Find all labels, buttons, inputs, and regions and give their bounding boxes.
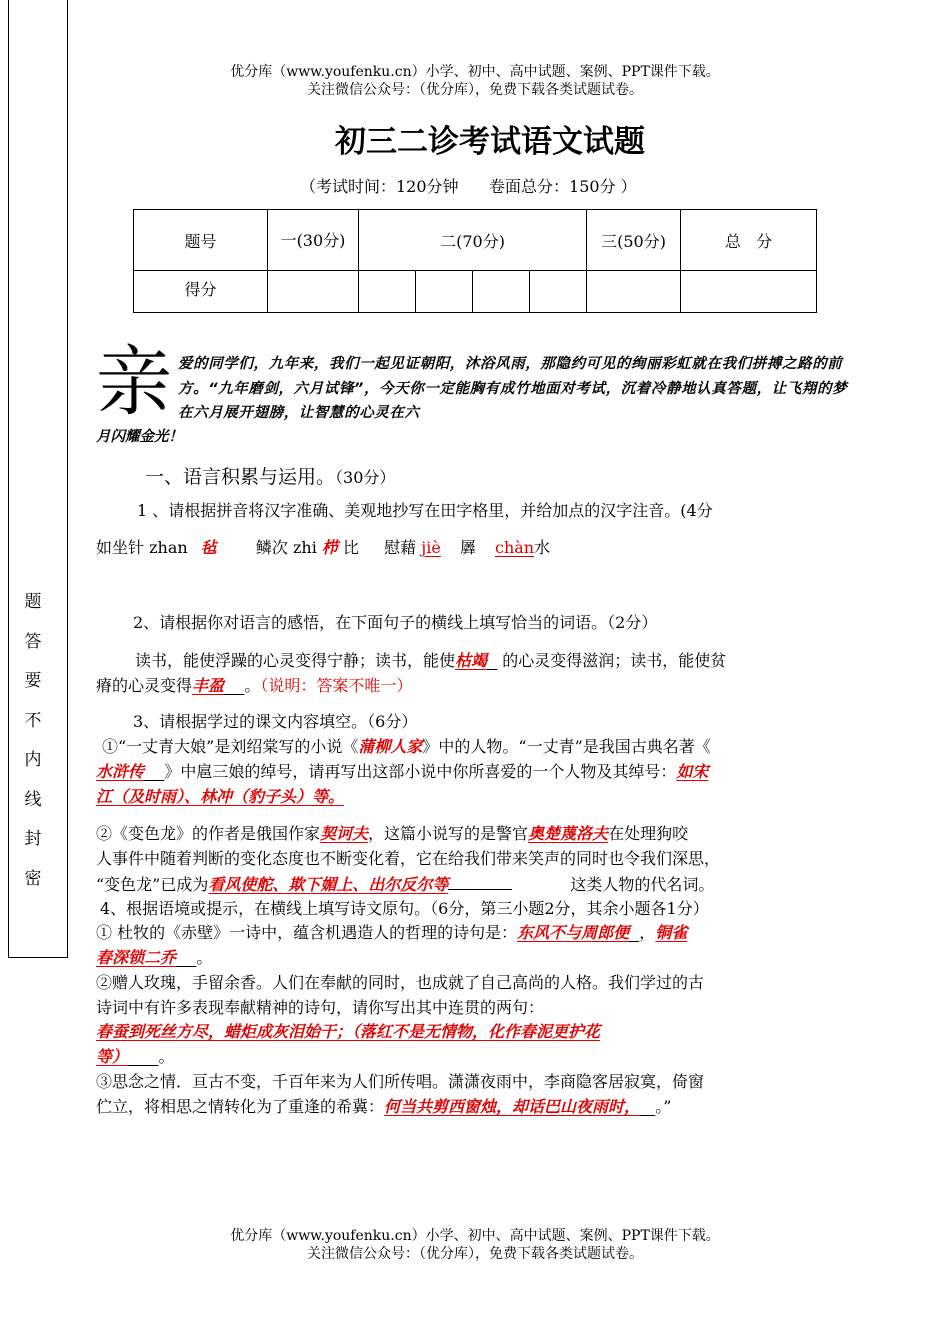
q4-l1-text: ① 杜牧的《赤壁》一诗中，蕴含机遇造人的哲理的诗句是：	[96, 923, 518, 942]
q3-line-4	[96, 823, 688, 845]
q4-l5-answer: 春蚕到死丝方尽，蜡炬成灰泪始干；（落红不是无情物，化作春泥更护花	[96, 1022, 601, 1041]
q4-line-3: ②赠人玫瑰，手留余香。人们在奉献的同时，也成就了自己高尚的人格。我们学过的古	[96, 973, 705, 992]
q2-l1-text: 读书，能使浮躁的心灵变得宁静；读书，能使	[135, 651, 456, 670]
q4-stem: 4、根据语境或提示，在横线上填写诗文原句。（6分，第三小题2分，其余小题各1分）	[100, 899, 709, 918]
section-1-heading	[145, 462, 395, 489]
q3-l6-text-end: 这类人物的代名词。	[570, 875, 715, 894]
q4-l6-answer: 等）	[96, 1047, 129, 1066]
greeting-text: 爱的同学们，九年来，我们一起见证朝阳，沐浴风雨，那隐约可见的绚丽彩虹就在我们拼搏之路的前方。“九年磨剑，六月试锋”，今天你一定能胸有成竹地面对考试，沉着冷静地认真答题，让飞翔的梦在六月展开翅膀，让智慧的心灵在六	[178, 356, 848, 421]
seal-char: 要	[24, 671, 42, 691]
q3-line-1	[102, 736, 711, 758]
q4-l8-end: 。”	[655, 1097, 672, 1116]
seal-char: 题	[24, 592, 42, 612]
q2-l2-answer: 丰盈	[192, 676, 225, 695]
seal-char: 内	[24, 750, 42, 770]
q2-stem: 2、请根据你对语言的感悟，在下面句子的横线上填写恰当的词语。（2分）	[133, 613, 658, 632]
q3-l1-answer: 蒲柳人家	[358, 737, 423, 756]
q2-line-1	[135, 650, 726, 672]
score-cell[interactable]	[359, 271, 416, 313]
q3-line-2	[96, 761, 708, 783]
score-cell[interactable]	[530, 271, 587, 313]
q1-answers	[96, 537, 550, 559]
q2-l2-text: 瘠的心灵变得	[96, 676, 193, 695]
q3-l4-text: ②《变色龙》的作者是俄国作家	[96, 824, 321, 843]
score-cell[interactable]	[681, 271, 817, 313]
q1-c-prompt: 慰藉	[384, 538, 417, 557]
q3-stem: 3、请根据学过的课文内容填空。（6分）	[133, 712, 418, 731]
score-cell[interactable]	[416, 271, 473, 313]
q3-line-5: 人事件中随着判断的变化态度也不断变化着，它在给我们带来笑声的同时也令我们深思，	[96, 849, 721, 868]
section-1-title: 一、语言积累与运用。	[145, 466, 336, 488]
score-table	[133, 209, 817, 313]
seal-char: 线	[24, 789, 42, 810]
seal-char: 不	[24, 710, 42, 731]
q1-d-suffix: 水	[534, 538, 551, 557]
q1-d-prompt: 羼	[459, 538, 476, 557]
seal-line-text	[20, 594, 46, 910]
q3-l4-answer: 契诃夫	[320, 824, 369, 843]
greeting-text-last: 月闪耀金光！	[96, 429, 183, 445]
q3-l3-answer: 江（及时雨）、林冲（豹子头）等。	[96, 787, 345, 806]
q2-line-2	[96, 675, 412, 697]
score-cell[interactable]	[473, 271, 530, 313]
score-row-label: 得分	[134, 271, 268, 313]
footer-line-1: 优分库（www.youfenku.cn）小学、初中、高中试题、案例、PPT课件下载。	[230, 1228, 720, 1244]
q3-line-6	[96, 873, 714, 896]
q3-l1-text: ①“一丈青大娘”是刘绍棠写的小说《	[102, 737, 359, 756]
exam-info: （考试时间：120分钟 卷面总分：150分 ）	[300, 177, 637, 196]
q2-l1-text-end: 的心灵变得滋润；读书，能使贫	[502, 651, 727, 670]
q1-b-answer: 栉	[321, 538, 338, 557]
q2-l1-answer: 枯竭	[455, 651, 488, 670]
q3-l2-answer: 水浒传	[96, 762, 145, 781]
header-cell-total: 总 分	[681, 210, 817, 271]
page-title: 初三二诊考试语文试题	[335, 124, 645, 160]
q1-a-answer: 毡	[200, 538, 217, 557]
footer-line-2: 关注微信公众号：（优分库），免费下载各类试题试卷。	[307, 1246, 643, 1262]
q3-l2-answer-2: 如宋	[676, 762, 709, 781]
q1-stem: 1 、请根据拼音将汉字准确、美观地抄写在田字格里，并给加点的汉字注音。(4分	[137, 501, 713, 520]
q4-line-6	[96, 1046, 175, 1068]
q4-l6-end: 。	[158, 1047, 175, 1066]
q3-l6-text: “变色龙”已成为	[96, 875, 209, 894]
q2-l2-end: 。	[244, 676, 261, 695]
q4-line-1	[96, 922, 687, 944]
q4-line-8	[96, 1096, 671, 1118]
q4-l8-answer: 何当共剪西窗烛，却话巴山夜雨时，	[384, 1097, 641, 1116]
q4-l8-text: 伫立，将相思之情转化为了重逢的希冀：	[96, 1097, 385, 1116]
q4-line-2	[96, 947, 212, 969]
q1-a-prompt: 如坐针 zhan	[96, 538, 188, 557]
q3-l4-text-end: 在处理狗咬	[608, 824, 689, 843]
seal-char: 封	[24, 829, 42, 849]
header-cell-question-no: 题号	[134, 210, 268, 271]
q4-l1-sep: ，	[639, 923, 656, 942]
header-cell-part-2: 二(70分)	[359, 210, 587, 271]
q3-l4-text-mid: ，这篇小说写的是警官	[368, 824, 529, 843]
section-1-points: （30分）	[335, 468, 396, 487]
q4-line-7: ③思念之情．亘古不变，千百年来为人们所传唱。潇潇夜雨中，李商隐客居寂寞，倚窗	[96, 1072, 705, 1091]
seal-char: 答	[24, 631, 42, 652]
q1-b-suffix: 比	[343, 538, 360, 557]
q4-l1-answer: 东风不与周郎便	[517, 923, 630, 942]
greeting-big-char: 亲	[96, 337, 172, 426]
q3-l4-answer-2: 奥楚蔑洛夫	[528, 824, 609, 843]
q3-l2-text: 》中扈三娘的绰号，请再写出这部小说中你所喜爱的一个人物及其绰号：	[164, 762, 677, 781]
q1-d-answer: chàn	[495, 538, 535, 557]
q4-l2-answer: 春深锁二乔	[96, 948, 177, 967]
q2-note: （说明：答案不唯一）	[260, 676, 413, 695]
q1-b-prompt: 鳞次 zhi	[255, 538, 317, 557]
header-cell-part-3: 三(50分)	[587, 210, 681, 271]
header-line-1: 优分库（www.youfenku.cn）小学、初中、高中试题、案例、PPT课件下载。	[230, 64, 720, 80]
header-line-2: 关注微信公众号：（优分库），免费下载各类试题试卷。	[307, 82, 643, 98]
q4-l1-answer-2: 铜雀	[655, 923, 688, 942]
q3-line-3	[96, 786, 344, 808]
q4-line-5	[96, 1021, 600, 1043]
q3-l1-text-end: 》中的人物。“一丈青”是我国古典名著《	[422, 737, 711, 756]
q3-l6-answer: 看风使舵、欺下媚上、出尔反尔等	[208, 875, 449, 894]
q4-line-4: 诗词中有许多表现奉献精神的诗句，请你写出其中连贯的两句：	[96, 998, 545, 1017]
header-cell-part-1: 一(30分)	[268, 210, 359, 271]
seal-char: 密	[24, 868, 42, 889]
score-cell[interactable]	[587, 271, 681, 313]
q1-c-answer: jiè	[421, 538, 441, 557]
score-cell[interactable]	[268, 271, 359, 313]
q4-l2-end: 。	[196, 948, 213, 967]
